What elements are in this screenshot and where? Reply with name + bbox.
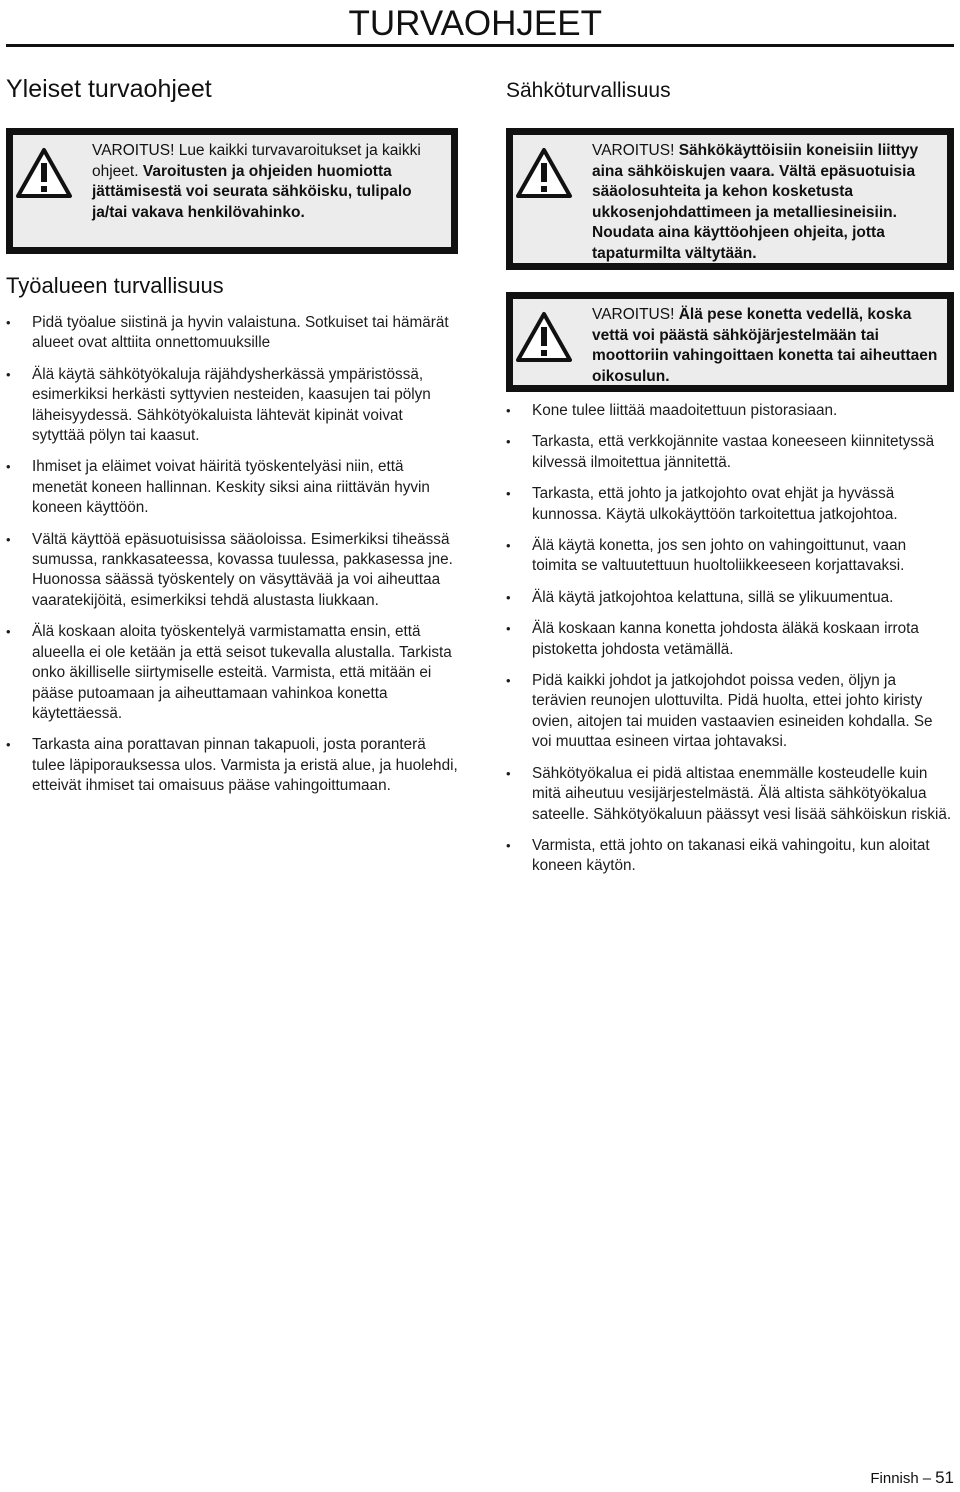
warning-text-electrical-1: [592, 141, 950, 264]
warning-triangle-icon: [15, 147, 73, 199]
page-footer: [870, 1468, 954, 1488]
list-item: • Älä käytä sähkötyökaluja räjähdysherkässä ympäristössä, esimerkiksi herkästi syttyvien nesteiden, kaasujen tai pölyn läheisyydessä. Sähkötyökaluista lähtevät kipinät voivat sytyttää pölyn tai kaasut.: [6, 365, 458, 447]
list-item: • Tarkasta aina porattavan pinnan takapuoli, josta poranterä tulee läpiporauksessa ulos. Varmista ja eristä alue, ja huolehdi, etteivät ihmiset tai omaisuus pääse vahingoittumaan.: [6, 735, 458, 796]
warning-lead: VAROITUS!: [592, 306, 675, 323]
warning-box-electrical-1: [506, 128, 954, 270]
list-item: • Älä koskaan aloita työskentelyä varmistamatta ensin, että alueella ei ole ketään ja että seisot tukevalla alustalla. Tarkista onko äkilliselle siirtymiselle esteitä. Varmista, että mitään ei pääse putoamaan ja aiheuttamaan vahinkoa konetta käytettäessä.: [6, 622, 458, 724]
warning-box-general: [6, 128, 458, 254]
section-heading-general: Yleiset turvaohjeet: [6, 75, 212, 103]
list-item: • Ihmiset ja eläimet voivat häiritä työskentelyäsi niin, että menetät koneen hallinnan. Keskity siksi aina riittävän hyvin koneen käyttöön.: [6, 457, 458, 518]
section-heading-electrical: Sähköturvallisuus: [506, 79, 671, 102]
warning-triangle-icon: [515, 311, 573, 363]
warning-lead: VAROITUS! Lue kaikki turvavaroitukset ja kaikki ohjeet.: [92, 142, 421, 180]
list-item: • Älä käytä konetta, jos sen johto on vahingoittunut, vaan toimita se valtuutettuun huoltoliikkeeseen korjattavaksi.: [506, 536, 954, 577]
list-item: • Vältä käyttöä epäsuotuisissa sääoloissa. Esimerkiksi tiheässä sumussa, rankkasateessa, kovassa tuulessa, pakkasessa jne. Huonossa säässä työskentely on väsyttävää ja voi aiheuttaa vaaratekijöitä, esimerkiksi tehdä alustasta liukkaan.: [6, 530, 458, 612]
page-title: TURVAOHJEET: [348, 4, 602, 43]
list-item: • Tarkasta, että verkkojännite vastaa koneeseen kiinnitetyssä kilvessä ilmoitettua jännitettä.: [506, 432, 954, 473]
warning-body: Varoitusten ja ohjeiden huomiotta jättämisestä voi seurata sähköisku, tulipalo ja/tai vakava henkilövahinko.: [92, 162, 412, 221]
page-number: 51: [935, 1468, 954, 1487]
warning-lead: VAROITUS!: [592, 142, 675, 159]
list-item: • Älä käytä jatkojohtoa kelattuna, sillä se ylikuumentua.: [506, 588, 954, 608]
work-area-list: [6, 313, 458, 797]
list-item: • Älä koskaan kanna konetta johdosta äläkä koskaan irrota pistoketta johdosta vetämällä.: [506, 619, 954, 660]
footer-separator: –: [922, 1470, 932, 1487]
list-item: • Pidä työalue siistinä ja hyvin valaistuna. Sotkuiset tai hämärät alueet ovat alttiita onnettomuuksille: [6, 313, 458, 354]
list-item: • Pidä kaikki johdot ja jatkojohdot poissa veden, öljyn ja terävien reunojen ulottuvilta. Pidä huolta, ettei johto kiristy ovien, aitojen tai muiden vastaavien esineiden kohdalla. Se voi muuttaa esineen virtaa johtavaksi.: [506, 671, 954, 753]
warning-body: Älä pese konetta vedellä, koska vettä voi päästä sähköjärjestelmään tai moottoriin vahingoittaen konetta tai aiheuttaen oikosulun.: [592, 306, 938, 385]
footer-language: Finnish: [870, 1470, 919, 1487]
warning-text-electrical-2: [592, 305, 950, 387]
warning-box-electrical-2: [506, 292, 954, 392]
list-item: • Varmista, että johto on takanasi eikä vahingoitu, kun aloitat koneen käytön.: [506, 836, 954, 877]
list-item: • Kone tulee liittää maadoitettuun pistorasiaan.: [506, 401, 954, 421]
warning-body: Sähkökäyttöisiin koneisiin liittyy aina sähköiskujen vaara. Vältä epäsuotuisia sääolosuhteita ja kehon kosketusta ukkosenjohdattimeen ja metalliesineisiin. Noudata aina käyttöohjeen ohjeita, jotta tapaturmilta vältytään.: [592, 142, 919, 262]
warning-text-general: [92, 141, 447, 223]
list-item: • Tarkasta, että johto ja jatkojohto ovat ehjät ja hyvässä kunnossa. Käytä ulkokäyttöön tarkoitettua jatkojohtoa.: [506, 484, 954, 525]
list-item: • Sähkötyökalua ei pidä altistaa enemmälle kosteudelle kuin mitä aiheutuu vesijärjestelmästä. Älä altista sähkötyökalua sateelle. Sähkötyökaluun päässyt vesi lisää sähköiskun riskiä.: [506, 764, 954, 825]
warning-triangle-icon: [515, 147, 573, 199]
title-rule: [6, 44, 954, 47]
section-heading-work-area: Työalueen turvallisuus: [6, 273, 224, 298]
electrical-list: [506, 401, 954, 877]
